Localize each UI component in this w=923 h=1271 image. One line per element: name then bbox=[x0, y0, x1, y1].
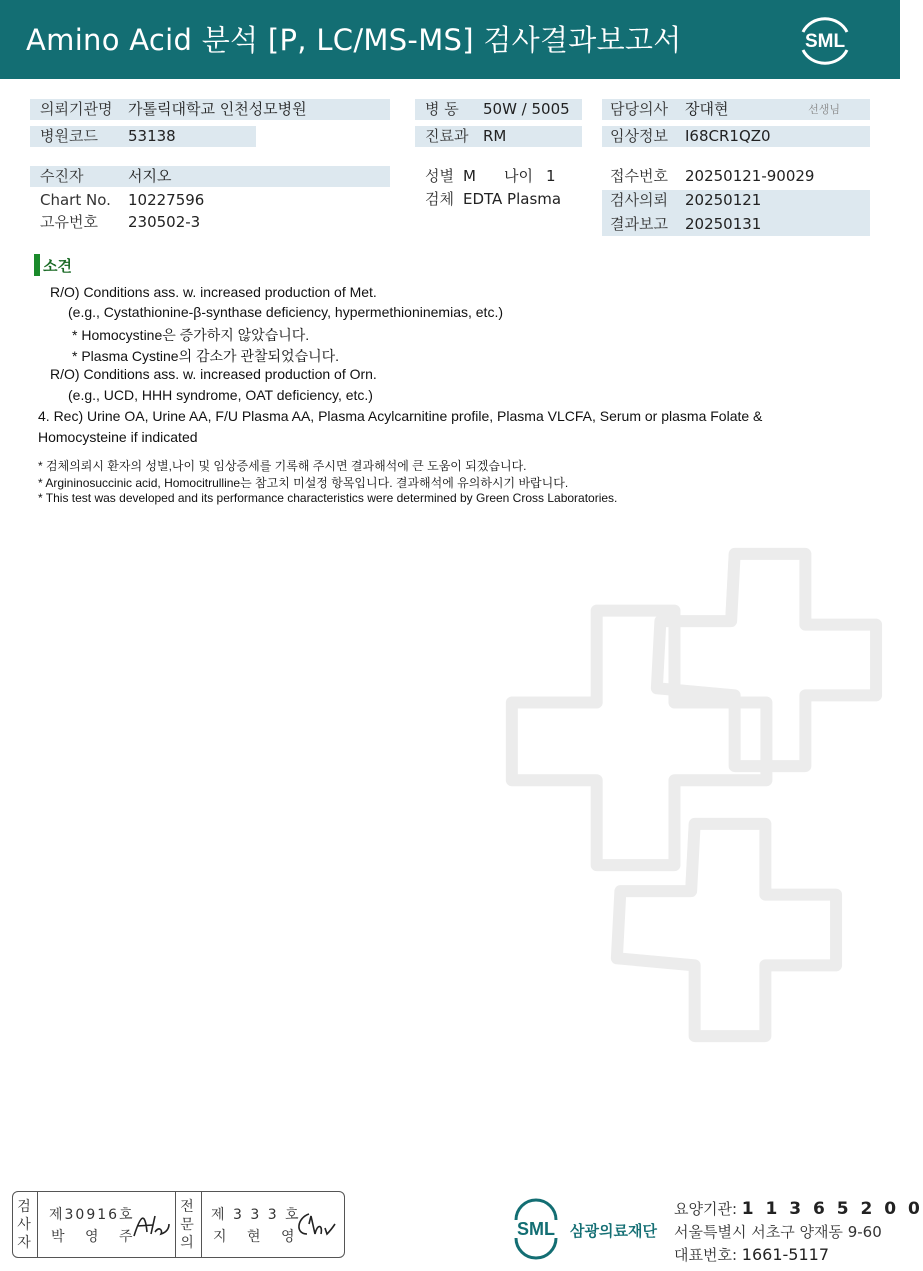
unique-no-value: 230502-3 bbox=[128, 213, 201, 231]
finding-line: R/O) Conditions ass. w. increased production of Orn. bbox=[50, 366, 377, 382]
phone-value: 1661-5117 bbox=[741, 1245, 830, 1264]
doctor-label: 담당의사 bbox=[610, 100, 668, 118]
finding-line: (e.g., Cystathionine-β-synthase deficiency, hypermethioninemias, etc.) bbox=[68, 304, 503, 320]
specimen-field bbox=[415, 189, 582, 210]
hospital-code-label: 병원코드 bbox=[40, 127, 98, 145]
dept-value: RM bbox=[483, 127, 507, 145]
age-value: 1 bbox=[546, 167, 556, 185]
finding-line: 4. Rec) Urine OA, Urine AA, F/U Plasma AA, Plasma Acylcarnitine profile, Plasma VLCFA, Serum or plasma Folate & bbox=[38, 408, 763, 424]
chart-no-label: Chart No. bbox=[40, 191, 111, 209]
receipt-no-label: 접수번호 bbox=[610, 167, 668, 185]
request-date-label: 검사의뢰 bbox=[610, 191, 668, 209]
report-header bbox=[0, 0, 900, 79]
ward-value: 50W / 5005 bbox=[483, 100, 570, 118]
clinical-info-value: I68CR1QZ0 bbox=[685, 127, 771, 145]
hospital-code-value: 53138 bbox=[128, 127, 176, 145]
chart-no-field bbox=[30, 190, 390, 211]
care-code-value: 1 1 3 6 5 2 0 0 bbox=[741, 1199, 923, 1219]
finding-line: * Plasma Cystine의 감소가 관찰되었습니다. bbox=[72, 348, 340, 364]
specimen-value: EDTA Plasma bbox=[463, 190, 562, 208]
findings-title: 소견 bbox=[43, 257, 72, 275]
finding-line: (e.g., UCD, HHH syndrome, OAT deficiency, etc.) bbox=[68, 387, 373, 403]
request-date-value: 20250121 bbox=[685, 191, 762, 209]
sml-footer-logo-icon bbox=[510, 1200, 562, 1256]
ward-field bbox=[415, 99, 582, 120]
footnote: * Argininosuccinic acid, Homocitrulline는 참고치 미설정 항목입니다. 결과해석에 유의하시기 바랍니다. bbox=[38, 476, 569, 490]
care-code-label: 요양기관: bbox=[674, 1200, 738, 1218]
dept-field bbox=[415, 126, 582, 147]
hospital-code-field bbox=[30, 126, 256, 147]
patient-field bbox=[30, 166, 390, 187]
specialist-role-label: 전문의 bbox=[180, 1199, 194, 1251]
report-date-label: 결과보고 bbox=[610, 215, 668, 233]
section-accent-bar bbox=[34, 254, 40, 276]
examiner-signature-icon bbox=[131, 1210, 171, 1240]
header-logo-text: SML bbox=[804, 31, 846, 52]
cross-watermark-icon bbox=[400, 540, 900, 1060]
dept-label: 진료과 bbox=[425, 127, 469, 145]
specialist-license: 제 3 3 3 호 bbox=[211, 1207, 301, 1223]
sex-age-field bbox=[415, 166, 582, 187]
clinical-info-field bbox=[602, 126, 870, 147]
org-name: 삼광의료재단 bbox=[570, 1222, 657, 1240]
age-label: 나이 bbox=[504, 167, 533, 185]
institution-field bbox=[30, 99, 390, 120]
receipt-no-field bbox=[602, 166, 870, 187]
footnote: * This test was developed and its performance characteristics were determined by Green Cross Laboratories. bbox=[38, 491, 618, 505]
institution-value: 가톨릭대학교 인천성모병원 bbox=[128, 100, 307, 118]
footnote: * 검체의뢰시 환자의 성별,나이 및 임상증세를 기록해 주시면 결과해석에 큰 도움이 되겠습니다. bbox=[38, 459, 527, 473]
patient-value: 서지오 bbox=[128, 167, 172, 185]
phone-label: 대표번호: bbox=[674, 1246, 738, 1264]
date-fields bbox=[602, 190, 870, 236]
unique-no-label: 고유번호 bbox=[40, 213, 98, 231]
report-date-value: 20250131 bbox=[685, 215, 762, 233]
report-title: Amino Acid 분석 [P, LC/MS-MS] 검사결과보고서 bbox=[26, 23, 682, 57]
doctor-field bbox=[602, 99, 870, 120]
sex-value: M bbox=[463, 167, 476, 185]
finding-line: * Homocystine은 증가하지 않았습니다. bbox=[72, 327, 310, 343]
finding-line: R/O) Conditions ass. w. increased production of Met. bbox=[50, 284, 377, 300]
specialist-name: 지 현 영 bbox=[213, 1229, 303, 1245]
doctor-suffix: 선생님 bbox=[808, 103, 840, 116]
sml-logo-icon bbox=[795, 12, 855, 68]
patient-label: 수진자 bbox=[40, 167, 84, 185]
care-code-line bbox=[674, 1198, 923, 1219]
specimen-label: 검체 bbox=[425, 190, 454, 208]
receipt-no-value: 20250121-90029 bbox=[685, 167, 815, 185]
signature-box bbox=[12, 1191, 345, 1258]
doctor-value: 장대현 bbox=[685, 100, 729, 118]
institution-label: 의뢰기관명 bbox=[40, 100, 113, 118]
sex-label: 성별 bbox=[425, 167, 454, 185]
unique-no-field bbox=[30, 212, 390, 233]
examiner-role-label: 검사자 bbox=[17, 1199, 31, 1251]
address-line: 서울특별시 서초구 양재동 9-60 bbox=[674, 1223, 882, 1241]
chart-no-value: 10227596 bbox=[128, 191, 205, 209]
finding-line: Homocysteine if indicated bbox=[38, 429, 198, 445]
ward-label: 병 동 bbox=[425, 100, 459, 118]
examiner-name: 박 영 주 bbox=[51, 1229, 141, 1245]
clinical-info-label: 임상정보 bbox=[610, 127, 668, 145]
footer-logo-text: SML bbox=[517, 1219, 555, 1239]
phone-line bbox=[674, 1244, 829, 1265]
specialist-signature-icon bbox=[295, 1210, 337, 1240]
examiner-license: 제30916호 bbox=[49, 1207, 135, 1223]
